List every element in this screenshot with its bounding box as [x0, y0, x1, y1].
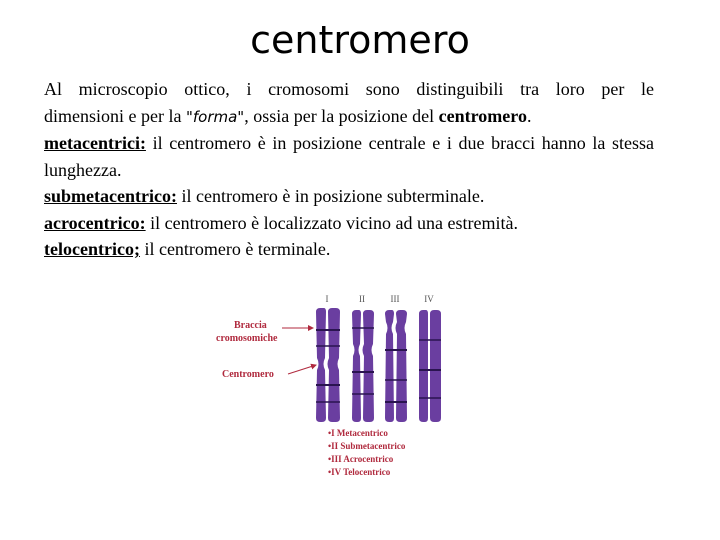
term-acrocentrico: acrocentrico:	[44, 212, 146, 233]
intro-line-2b: , ossia per la posizione del	[244, 105, 439, 126]
centromere-arrow	[288, 365, 316, 374]
chromosome-metacentric	[316, 308, 340, 422]
definition-submetacentrico	[44, 183, 654, 210]
definition-metacentrici	[44, 130, 654, 183]
definition-text-submetacentrico: il centromero è in posizione subterminale.	[176, 186, 485, 206]
intro-line-1	[44, 76, 654, 103]
definition-acrocentrico	[44, 210, 654, 237]
definition-telocentrico	[44, 236, 654, 263]
definition-text-acrocentrico: il centromero è localizzato vicino ad una estremità.	[145, 212, 518, 233]
legend-item-4: •IV Telocentrico	[328, 467, 391, 477]
legend-item-3: •III Acrocentrico	[328, 454, 394, 464]
forma-word: "forma"	[185, 107, 245, 126]
numeral-1: I	[325, 294, 329, 304]
chromosome-figure	[212, 290, 452, 490]
chromosome-submetacentric	[352, 310, 374, 422]
intro-period: .	[526, 105, 532, 126]
numeral-4: IV	[424, 294, 434, 304]
definition-text-metacentrici: il centromero è in posizione centrale e i due bracci hanno la stessa lunghezza.	[44, 133, 654, 180]
numeral-2: II	[359, 294, 365, 304]
definition-text-telocentrico: il centromero è terminale.	[139, 239, 331, 259]
term-metacentrici: metacentrici:	[44, 133, 146, 153]
centromero-bold: centromero	[438, 105, 527, 126]
label-arms-line1: Braccia	[234, 320, 267, 331]
label-centromere: Centromero	[222, 369, 274, 380]
legend-item-1: •I Metacentrico	[328, 428, 388, 438]
chromosome-legend	[328, 428, 406, 477]
intro-line-2a: dimensioni e per la	[44, 105, 186, 126]
chromosome-telocentric	[419, 310, 441, 422]
term-telocentrico: telocentrico;	[44, 239, 140, 259]
label-arms-line2: cromosomiche	[216, 333, 278, 344]
intro-line-2	[44, 103, 654, 131]
chromosome-acrocentric	[385, 310, 407, 422]
body-text	[44, 76, 654, 263]
chromosome-diagram	[212, 290, 452, 490]
term-submetacentrico: submetacentrico:	[44, 186, 177, 206]
legend-item-2: •II Submetacentrico	[328, 441, 406, 451]
slide-title: centromero	[250, 18, 470, 62]
numeral-3: III	[390, 294, 400, 304]
intro-line-1-text: Al microscopio ottico, i cromosomi sono distinguibili tra loro per le	[44, 79, 654, 99]
